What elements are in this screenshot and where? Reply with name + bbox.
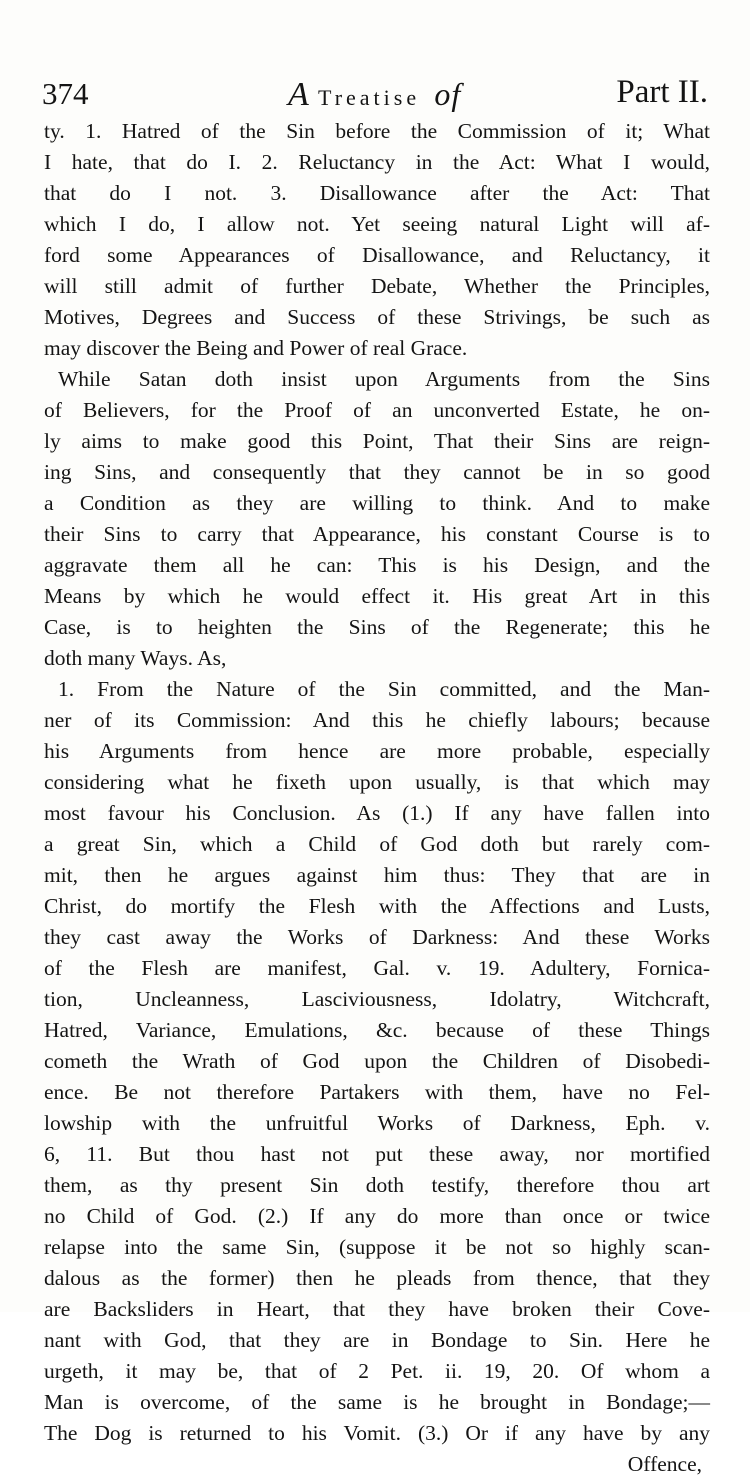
text-line: will still admit of further Debate, Whether the Principles, — [44, 274, 710, 298]
text-line: ty. 1. Hatred of the Sin before the Commission of it; What — [44, 119, 710, 143]
text-line: considering what he fixeth upon usually, is that which may — [44, 770, 710, 794]
text-line: tion, Uncleanness, Lasciviousness, Idolatry, Witchcraft, — [44, 987, 710, 1011]
text-line: which I do, I allow not. Yet seeing natural Light will af- — [44, 212, 710, 236]
text-line: Christ, do mortify the Flesh with the Affections and Lusts, — [44, 894, 710, 918]
text-line: dalous as the former) then he pleads from thence, that they — [44, 1266, 710, 1290]
text-line: ing Sins, and consequently that they cannot be in so good — [44, 460, 710, 484]
text-line: ence. Be not therefore Partakers with them, have no Fel- — [44, 1080, 710, 1104]
catchword: Offence, — [627, 1452, 702, 1476]
text-line: ner of its Commission: And this he chiefly labours; because — [44, 708, 710, 732]
text-line: may discover the Being and Power of real Grace. — [44, 336, 468, 360]
text-line: ford some Appearances of Disallowance, and Reluctancy, it — [44, 243, 710, 267]
text-line: that do I not. 3. Disallowance after the Act: That — [44, 181, 710, 205]
text-line: aggravate them all he can: This is his Design, and the — [44, 553, 710, 577]
text-line: ly aims to make good this Point, That their Sins are reign- — [44, 429, 710, 453]
text-line: Motives, Degrees and Success of these Strivings, be such as — [44, 305, 710, 329]
running-title — [288, 76, 461, 114]
text-line: them, as thy present Sin doth testify, therefore thou art — [44, 1173, 710, 1197]
text-line: of Believers, for the Proof of an unconverted Estate, he on- — [44, 398, 710, 422]
text-line: cometh the Wrath of God upon the Children of Disobedi- — [44, 1049, 710, 1073]
running-header — [42, 72, 714, 116]
text-line: Case, is to heighten the Sins of the Regenerate; this he — [44, 615, 710, 639]
text-line: urgeth, it may be, that of 2 Pet. ii. 19, 20. Of whom a — [44, 1359, 710, 1383]
text-line: no Child of God. (2.) If any do more than once or twice — [44, 1204, 710, 1228]
text-line: are Backsliders in Heart, that they have broken their Cove- — [44, 1297, 710, 1321]
title-word: Treatise — [318, 85, 421, 110]
text-line: most favour his Conclusion. As (1.) If any have fallen into — [44, 801, 710, 825]
text-line: The Dog is returned to his Vomit. (3.) Or if any have by any — [44, 1421, 710, 1445]
text-line: 6, 11. But thou hast not put these away, nor mortified — [44, 1142, 710, 1166]
text-line: a Condition as they are willing to think. And to make — [44, 491, 710, 515]
text-line: I hate, that do I. 2. Reluctancy in the Act: What I would, — [44, 150, 710, 174]
text-line: their Sins to carry that Appearance, his constant Course is to — [44, 522, 710, 546]
text-line: his Arguments from hence are more probable, especially — [44, 739, 710, 763]
text-line: Hatred, Variance, Emulations, &c. because of these Things — [44, 1018, 710, 1042]
text-line: relapse into the same Sin, (suppose it be not so highly scan- — [44, 1235, 710, 1259]
part-label: Part II. — [616, 74, 708, 110]
paragraph-start-line: 1. From the Nature of the Sin committed, and the Man- — [58, 677, 710, 701]
text-line: of the Flesh are manifest, Gal. v. 19. Adultery, Fornica- — [44, 956, 710, 980]
title-initial: A — [288, 76, 310, 113]
text-line: doth many Ways. As, — [44, 646, 227, 670]
text-line: Means by which he would effect it. His great Art in this — [44, 584, 710, 608]
body-text — [44, 116, 710, 1480]
text-line: lowship with the unfruitful Works of Darkness, Eph. v. — [44, 1111, 710, 1135]
text-line: nant with God, that they are in Bondage to Sin. Here he — [44, 1328, 710, 1352]
text-line: they cast away the Works of Darkness: And these Works — [44, 925, 710, 949]
page-number: 374 — [42, 76, 89, 111]
text-line: Man is overcome, of the same is he brought in Bondage;— — [44, 1390, 710, 1414]
paragraph-start-line: While Satan doth insist upon Arguments from the Sins — [58, 367, 710, 391]
title-of: of — [434, 76, 462, 112]
text-line: mit, then he argues against him thus: They that are in — [44, 863, 710, 887]
text-line: a great Sin, which a Child of God doth but rarely com- — [44, 832, 710, 856]
